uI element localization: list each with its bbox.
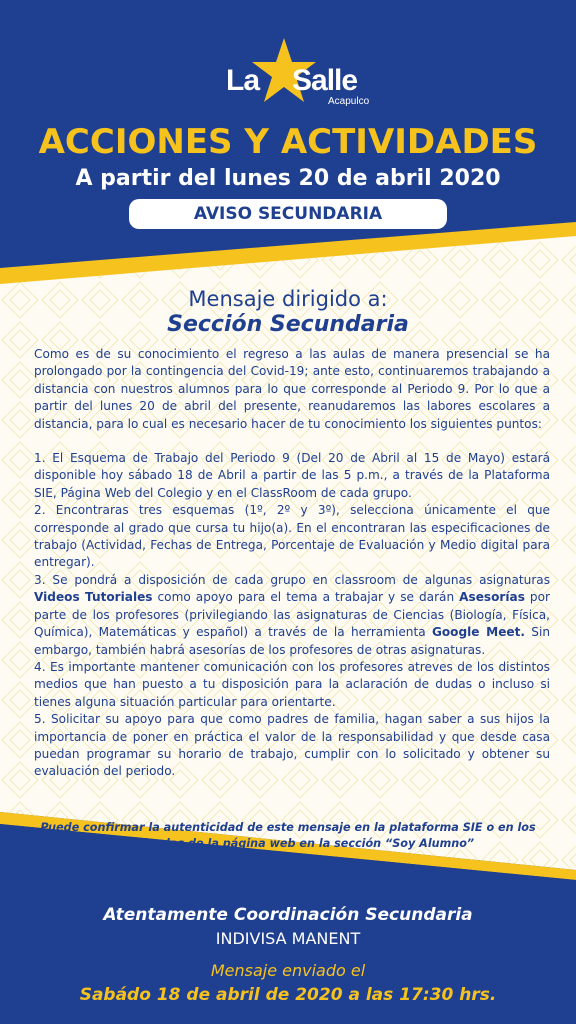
list-item-4: 4. Es importante mantener comunicación con los profesores atreves de los distintos medios que han puesto a tu disposición para la aclaración de dudas o incluso si tienes alguna situación particular para orientarte. bbox=[34, 659, 550, 709]
notice-line-2: comunicados de la página web en la sección “Soy Alumno” bbox=[101, 837, 475, 850]
google-meet-text: Google Meet. bbox=[431, 625, 525, 640]
logo-salle: Salle bbox=[292, 64, 358, 97]
list-item-3: 3. Se pondrá a disposición de cada grupo en classroom de algunas asignaturas Videos Tutoriales como apoyo para el tema a trabajar y se darán Asesorías por parte de los profesores (privilegiando las asignaturas de Ciencias (Biología, Física, Química), Matemáticas y español) a través de la herramienta Google Meet. Sin embargo, también habrá asesorías de los profesores de otras asignaturas. bbox=[34, 572, 551, 657]
list-item-5: 5. Solicitar su apoyo para que como padres de familia, hagan saber a sus hijos la importancia de poner en práctica el valor de la responsabilidad y que desde casa puedan programar su horario de trabajo, cumplir con lo solicitado y obtener su evaluación del periodo. bbox=[34, 712, 550, 779]
notice-line-1: Puede confirmar la autenticidad de este mensaje en la plataforma SIE o en los bbox=[40, 821, 536, 834]
list-item-2: 2. Encontraras tres esquemas (1º, 2º y 3º), selecciona únicamente el que corresponde al grado que cursa tu hijo(a). En el encontraran las especificaciones de trabajo (Actividad, Fechas de Entrega, Porcentaje de Evaluación y Medio digital para entregar). bbox=[34, 503, 550, 570]
sent-label: Mensaje enviado el bbox=[210, 961, 366, 980]
signature: Atentamente Coordinación Secundaria bbox=[103, 905, 473, 925]
message-heading: Mensaje dirigido a: bbox=[188, 287, 388, 311]
aviso-badge: AVISO SECUNDARIA bbox=[129, 199, 447, 229]
page-subtitle: A partir del lunes 20 de abril 2020 bbox=[75, 166, 501, 191]
logo bbox=[0, 36, 576, 110]
message-body bbox=[34, 346, 550, 781]
logo-la: La bbox=[226, 64, 260, 97]
page-title: ACCIONES Y ACTIVIDADES bbox=[38, 122, 538, 162]
sent-date: Sabádo 18 de abril de 2020 a las 17:30 hrs. bbox=[79, 985, 497, 1005]
videos-tutoriales-text: Videos Tutoriales bbox=[34, 590, 153, 605]
list-item-1: 1. El Esquema de Trabajo del Periodo 9 (Del 20 de Abril al 15 de Mayo) estará disponible hoy sábado 18 de Abril a partir de las 5 p.m., a través de la Plataforma SIE, Página Web del Colegio y en el ClassRoom de cada grupo. bbox=[34, 451, 550, 500]
logo-city: Acapulco bbox=[328, 96, 370, 107]
authenticity-notice bbox=[26, 820, 550, 852]
asesorias-text: Asesorías bbox=[459, 590, 525, 605]
motto: INDIVISA MANENT bbox=[215, 929, 361, 948]
message-recipient: Sección Secundaria bbox=[167, 312, 409, 337]
message-intro: Como es de su conocimiento el regreso a las aulas de manera presencial se ha prolongado por la contingencia del Covid-19; ante esto, continuaremos trabajando a distancia con nuestros alumnos para lo que corresponde al Periodo 9. Por lo que a partir del lunes 20 de abril del presente, reanudaremos las labores escolares a distancia, para lo cual es necesario hacer de tu conocimiento los siguientes puntos: bbox=[34, 347, 550, 431]
